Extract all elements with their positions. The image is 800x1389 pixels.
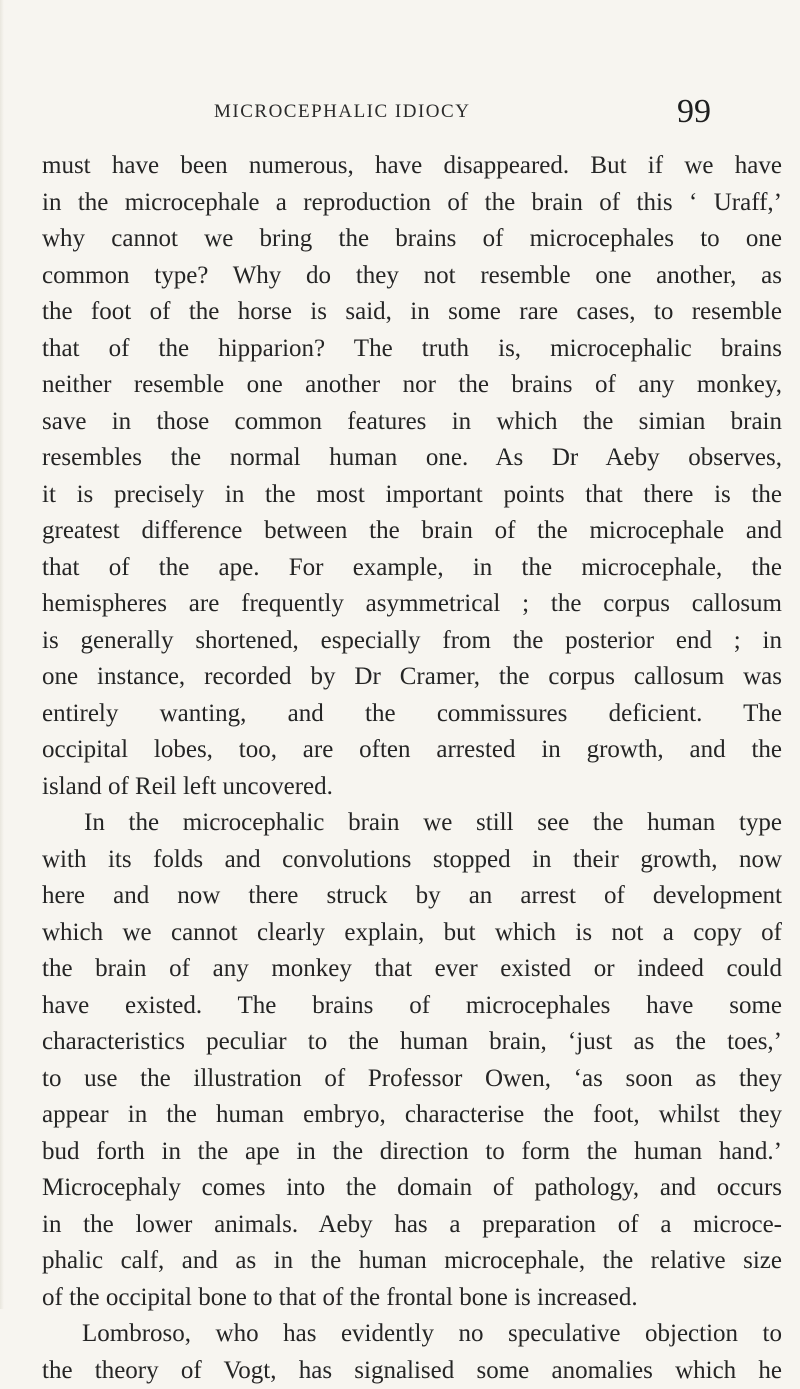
text-line: common type? Why do they not resemble one another, as xyxy=(42,258,782,295)
text-line: bud forth in the ape in the direction to form the human hand.’ xyxy=(42,1134,782,1171)
text-line: one instance, recorded by Dr Cramer, the corpus callosum was xyxy=(42,659,782,696)
text-line: hemispheres are frequently asymmetrical ; the corpus callosum xyxy=(42,586,782,623)
text-line: occipital lobes, too, are often arrested in growth, and the xyxy=(42,732,782,769)
text-line: phalic calf, and as in the human microcephale, the relative size xyxy=(42,1243,782,1280)
text-line: why cannot we bring the brains of microcephales to one xyxy=(42,221,782,258)
paragraph-start-line: Lombroso, who has evidently no speculative objection to xyxy=(42,1316,782,1353)
text-line: that of the ape. For example, in the microcephale, the xyxy=(42,550,782,587)
text-line: with its folds and convolutions stopped in their growth, now xyxy=(42,842,782,879)
text-line: the brain of any monkey that ever existed or indeed could xyxy=(42,951,782,988)
text-line: in the lower animals. Aeby has a preparation of a microce- xyxy=(42,1207,782,1244)
text-line: it is precisely in the most important points that there is the xyxy=(42,477,782,514)
text-line: have existed. The brains of microcephales have some xyxy=(42,988,782,1025)
body-text xyxy=(42,148,782,1389)
text-line: that of the hipparion? The truth is, microcephalic brains xyxy=(42,331,782,368)
page-gutter-shadow xyxy=(0,0,4,1309)
paragraph-end-line: island of Reil left uncovered. xyxy=(42,769,782,806)
text-line: is generally shortened, especially from the posterior end ; in xyxy=(42,623,782,660)
text-line: to use the illustration of Professor Owen, ‘as soon as they xyxy=(42,1061,782,1098)
paragraph-start-line: In the microcephalic brain we still see the human type xyxy=(42,805,782,842)
text-line: greatest difference between the brain of the microcephale and xyxy=(42,513,782,550)
text-line: which we cannot clearly explain, but which is not a copy of xyxy=(42,915,782,952)
text-line: the theory of Vogt, has signalised some anomalies which he xyxy=(42,1353,782,1389)
paragraph-end-line: of the occipital bone to that of the frontal bone is increased. xyxy=(42,1280,782,1317)
text-line: appear in the human embryo, characterise the foot, whilst they xyxy=(42,1097,782,1134)
text-line: save in those common features in which the simian brain xyxy=(42,404,782,441)
text-line: characteristics peculiar to the human brain, ‘just as the toes,’ xyxy=(42,1024,782,1061)
page-number: 99 xyxy=(677,93,711,131)
text-line: here and now there struck by an arrest of development xyxy=(42,878,782,915)
text-line: entirely wanting, and the commissures deficient. The xyxy=(42,696,782,733)
text-line: Microcephaly comes into the domain of pathology, and occurs xyxy=(42,1170,782,1207)
text-line: neither resemble one another nor the brains of any monkey, xyxy=(42,367,782,404)
text-line: must have been numerous, have disappeared. But if we have xyxy=(42,148,782,185)
text-line: in the microcephale a reproduction of the brain of this ‘ Uraff,’ xyxy=(42,185,782,222)
text-line: resembles the normal human one. As Dr Aeby observes, xyxy=(42,440,782,477)
running-head: MICROCEPHALIC IDIOCY xyxy=(214,101,470,123)
text-line: the foot of the horse is said, in some rare cases, to resemble xyxy=(42,294,782,331)
